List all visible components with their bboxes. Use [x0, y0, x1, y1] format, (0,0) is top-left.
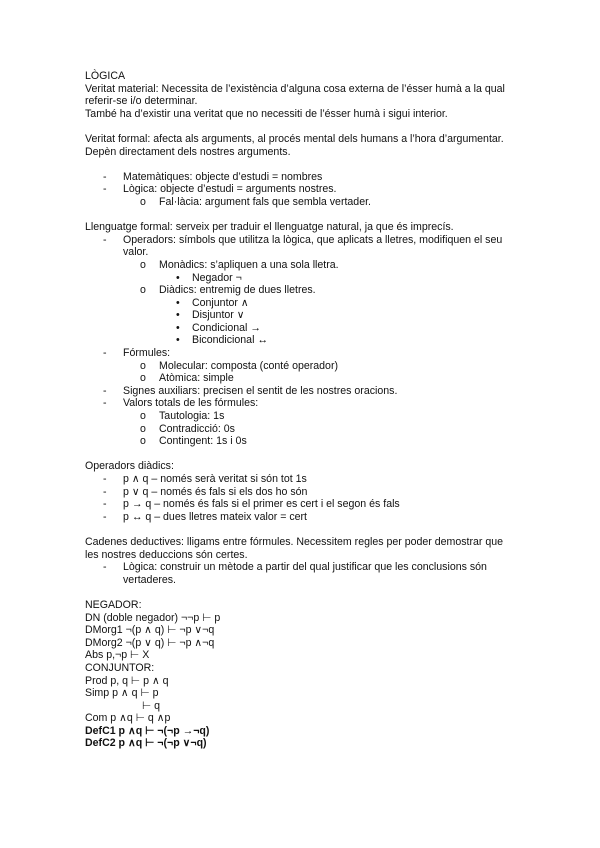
- list-item: o Monàdics: s’apliquen a una sola lletra.: [140, 258, 339, 271]
- list-item: o Contradicció: 0s: [140, 422, 235, 435]
- paragraph-veritat-material: Veritat material: Necessita de l’existència d’alguna cosa externa de l’ésser humà a la qual referir-se i/o determinar.: [85, 82, 505, 108]
- dash-marker: -: [103, 384, 107, 397]
- rule-line: CONJUNTOR:: [85, 661, 155, 674]
- circle-marker: o: [140, 435, 146, 448]
- rule-line: DMorg2 ¬(p ∨ q) ⊢ ¬p ∧¬q: [85, 636, 215, 649]
- list-item: o Molecular: composta (conté operador): [140, 359, 339, 372]
- dash-marker: -: [103, 561, 107, 574]
- dash-marker: -: [103, 183, 107, 196]
- rule-line: ⊢ q: [142, 699, 161, 712]
- rule-line: Simp p ∧ q ⊢ p: [85, 687, 159, 700]
- paragraph-veritat-formal: Veritat formal: afecta als arguments, al procés mental dels humans a l’hora d’argumentar. Depèn directament dels nostres arguments.: [85, 132, 504, 158]
- list-item: o Atòmica: simple: [140, 372, 234, 385]
- rule-line: NEGADOR:: [85, 598, 142, 611]
- list-item: - Lògica: objecte d’estudi = arguments nostres.: [103, 183, 337, 196]
- heading-operadors-diadics: Operadors diàdics:: [85, 460, 174, 473]
- list-item: - Matemàtiques: objecte d’estudi = nombres: [103, 170, 323, 183]
- list-item: - p ∨ q – només és fals si els dos ho són: [103, 485, 308, 498]
- list-item: - Signes auxiliars: precisen el sentit de les nostres oracions.: [103, 384, 398, 397]
- paragraph-cadenes: Cadenes deductives: lligams entre fórmules. Necessitem regles per poder demostrar que les nostres deduccions són certes.: [85, 535, 504, 561]
- list-item: o Contingent: 1s i 0s: [140, 435, 247, 448]
- rule-line: DN (doble negador) ¬¬p ⊢ p: [85, 611, 221, 624]
- dash-marker: -: [103, 510, 107, 523]
- dash-marker: -: [103, 498, 107, 511]
- paragraph-llenguatge-formal: Llenguatge formal: serveix per traduir el llenguatge natural, ja que és imprecís.: [85, 221, 454, 234]
- bullet-marker: •: [176, 334, 180, 347]
- rule-line: DefC2 p ∧q ⊢ ¬(¬p ∨¬q): [85, 737, 207, 750]
- document-page: [85, 70, 515, 750]
- dash-marker: -: [103, 485, 107, 498]
- list-item: - Valors totals de les fórmules:: [103, 397, 259, 410]
- circle-marker: o: [140, 258, 146, 271]
- list-item: - Lògica: construir un mètode a partir del qual justificar que les conclusions són vertaderes.: [103, 561, 487, 586]
- list-item: o Fal·làcia: argument fals que sembla vertader.: [140, 195, 371, 208]
- rule-line: Com p ∧q ⊢ q ∧p: [85, 712, 171, 725]
- circle-marker: o: [140, 372, 146, 385]
- list-item: • Condicional →: [176, 321, 261, 334]
- rule-line: Abs p,¬p ⊢ X: [85, 649, 150, 662]
- list-item: • Conjuntor ∧: [176, 296, 249, 309]
- page-title: LÒGICA: [85, 70, 126, 82]
- circle-marker: o: [140, 195, 146, 208]
- circle-marker: o: [140, 422, 146, 435]
- circle-marker: o: [140, 284, 146, 297]
- circle-marker: o: [140, 359, 146, 372]
- paragraph-veritat-material-2: També ha d’existir una veritat que no necessiti de l’ésser humà i sigui interior.: [85, 107, 448, 120]
- bullet-marker: •: [176, 271, 180, 284]
- dash-marker: -: [103, 473, 107, 485]
- list-item: • Disjuntor ∨: [176, 309, 245, 322]
- dash-marker: -: [103, 347, 107, 360]
- list-item: - p ∧ q – només serà veritat si són tot 1s: [103, 473, 307, 485]
- list-item: - Fórmules:: [103, 347, 171, 360]
- list-item: • Bicondicional ↔: [176, 334, 268, 347]
- rule-line: DMorg1 ¬(p ∧ q) ⊢ ¬p ∨¬q: [85, 624, 215, 637]
- list-item: - p ↔ q – dues lletres mateix valor = cert: [103, 510, 307, 523]
- dash-marker: -: [103, 233, 107, 246]
- bullet-marker: •: [176, 321, 180, 334]
- list-item: o Tautologia: 1s: [140, 410, 225, 423]
- rule-line: Prod p, q ⊢ p ∧ q: [85, 674, 169, 687]
- list-item: - Operadors: símbols que utilitza la lògica, que aplicats a lletres, modifiquen el seu valor.: [103, 233, 503, 259]
- dash-marker: -: [103, 170, 107, 183]
- list-item: - p → q – només és fals si el primer es cert i el segon és fals: [103, 498, 400, 511]
- circle-marker: o: [140, 410, 146, 423]
- list-item: o Diàdics: entremig de dues lletres.: [140, 284, 316, 297]
- bullet-marker: •: [176, 296, 180, 309]
- bullet-marker: •: [176, 309, 180, 322]
- dash-marker: -: [103, 397, 107, 410]
- list-item: • Negador ¬: [176, 271, 242, 284]
- rule-line: DefC1 p ∧q ⊢ ¬(¬p →¬q): [85, 724, 210, 737]
